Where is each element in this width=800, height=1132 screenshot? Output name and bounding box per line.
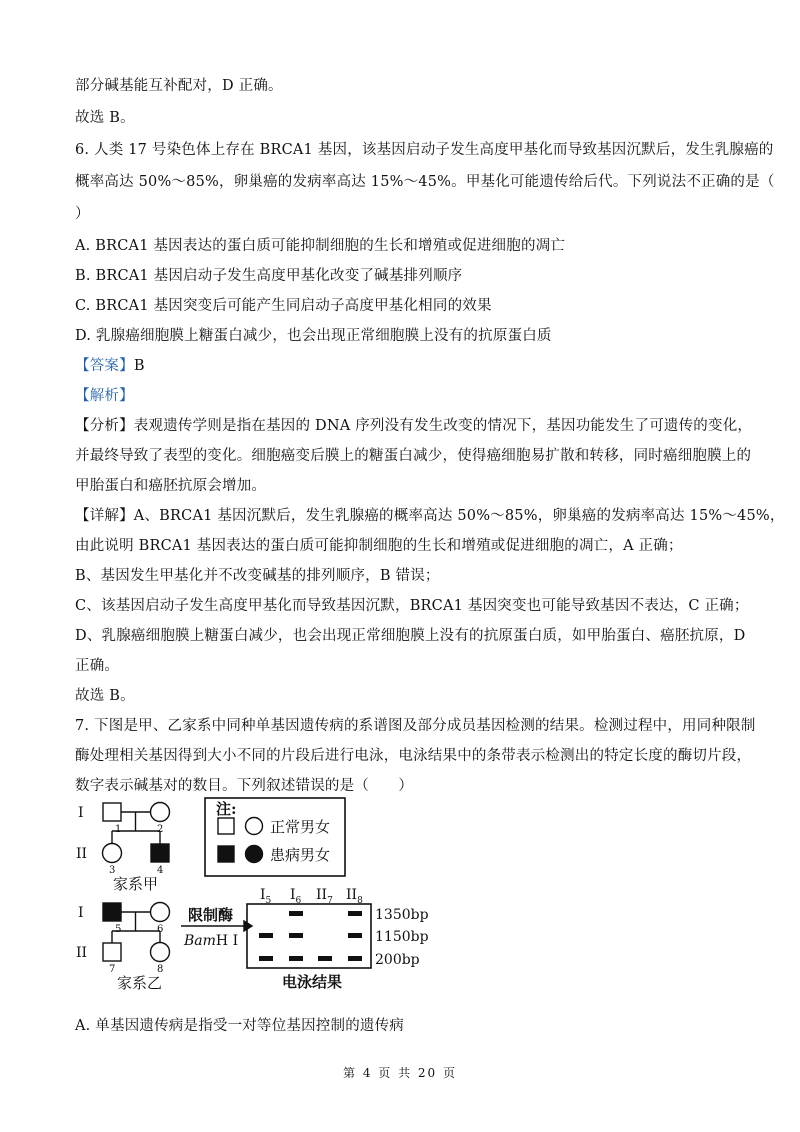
line-text: 部分碱基能互补配对，D 正确。 (75, 78, 283, 94)
individual-1-normal-male (103, 803, 121, 821)
text-line (75, 236, 565, 256)
text-line (75, 356, 145, 376)
line-text: C、该基因启动子发生高度甲基化而导致基因沉默，BRCA1 基因突变也可能导致基因不表达，C 正确； (75, 598, 749, 614)
band-I6-1350 (289, 911, 303, 916)
text-line (75, 296, 492, 316)
line-text: B、基因发生甲基化并不改变碱基的排列顺序，B 错误； (75, 568, 440, 584)
line-text: 【分析】表观遗传学则是指在基因的 DNA 序列没有发生改变的情况下，基因功能发生了可遗传的变化， (75, 418, 753, 434)
band-I5-1150 (259, 933, 273, 938)
text-line (75, 76, 283, 96)
individual-4-affected-male (151, 844, 169, 862)
text-line (75, 566, 440, 586)
generation-II-label-a: II (76, 846, 88, 862)
individual-8-normal-female (151, 943, 170, 962)
individual-6-normal-female (151, 903, 170, 922)
line-text: 甲胎蛋白和癌胚抗原会增加。 (75, 478, 267, 494)
individual-5-affected-male (103, 903, 121, 921)
text-line (75, 386, 134, 406)
generation-I-label-b: I (78, 905, 84, 921)
page-footer: 第 4 页 共 20 页 (343, 1066, 457, 1080)
text-line (75, 204, 90, 224)
text-line (75, 686, 135, 706)
generation-I-label-a: I (78, 805, 84, 821)
individual-2-normal-female (151, 803, 170, 822)
enzyme-name: BamH I (184, 933, 239, 949)
text-line (75, 108, 135, 128)
svg-text:5: 5 (115, 924, 122, 935)
line-text: D. 乳腺癌细胞膜上糖蛋白减少，也会出现正常细胞膜上没有的抗原蛋白质 (75, 328, 552, 344)
band-size-1150: 1150bp (375, 929, 429, 945)
lane-II8-label: $II_8$ (346, 887, 363, 906)
line-text: 【详解】A、BRCA1 基因沉默后，发生乳腺癌的概率高达 50%～85%，卵巢癌的发病率高达 15%～45%， (75, 508, 785, 524)
band-I6-200 (289, 956, 303, 961)
svg-text:7: 7 (109, 964, 116, 975)
line-text: 故选 B。 (75, 110, 135, 126)
line-text: 数字表示碱基对的数目。下列叙述错误的是（ ） (75, 778, 414, 794)
family-a-label: 家系甲 (113, 875, 159, 893)
individual-3-normal-female (103, 844, 122, 863)
line-text: 6. 人类 17 号染色体上存在 BRCA1 基因，该基因启动子发生高度甲基化而导致基因沉默后，发生乳腺癌的 (75, 142, 774, 158)
line-text: A. 单基因遗传病是指受一对等位基因控制的遗传病 (75, 1018, 404, 1034)
line-text: 正确。 (75, 658, 120, 674)
text-line (75, 776, 413, 796)
line-text: 并最终导致了表型的变化。细胞癌变后膜上的糖蛋白减少，使得癌细胞易扩散和转移，同时癌细胞膜上的 (75, 448, 752, 464)
line-text: 概率高达 50%～85%，卵巢癌的发病率高达 15%～45%。甲基化可能遗传给后代。下列说法不正确的是（ (75, 174, 775, 190)
text-line (75, 266, 462, 286)
gel-bands (259, 911, 362, 961)
band-II8-200 (348, 956, 362, 961)
line-text: A. BRCA1 基因表达的蛋白质可能抑制细胞的生长和增殖或促进细胞的凋亡 (75, 238, 566, 254)
text-line (75, 656, 119, 676)
svg-text:6: 6 (157, 924, 164, 935)
text-line (75, 1016, 404, 1036)
text-line (75, 416, 752, 436)
svg-text:3: 3 (109, 865, 116, 876)
gel-box (247, 904, 371, 968)
text-line (75, 172, 775, 192)
band-II7-200 (318, 956, 332, 961)
text-line (75, 140, 774, 160)
individual-7-normal-male (103, 943, 121, 961)
section-marker: 【答案】 (75, 358, 134, 374)
text-line (75, 446, 751, 466)
generation-II-label-b: II (76, 945, 88, 961)
svg-text:8: 8 (157, 964, 164, 975)
line-text: B. BRCA1 基因启动子发生高度甲基化改变了碱基排列顺序 (75, 268, 463, 284)
text-line (75, 596, 749, 616)
enzyme-label: 限制酶 (188, 906, 234, 924)
line-text: 7. 下图是甲、乙家系中同种单基因遗传病的系谱图及部分成员基因检测的结果。检测过程中，用同种限制 (75, 718, 756, 734)
text-line (75, 746, 751, 766)
band-II8-1150 (348, 933, 362, 938)
section-marker: 【解析】 (75, 388, 134, 404)
text-line (75, 476, 266, 496)
line-text: ） (75, 206, 90, 222)
line-text: D、乳腺癌细胞膜上糖蛋白减少，也会出现正常细胞膜上没有的抗原蛋白质，如甲胎蛋白、癌胚抗原，D (75, 628, 746, 644)
line-text: 故选 B。 (75, 688, 135, 704)
legend-normal-label: 正常男女 (270, 818, 331, 836)
legend-affected-label: 患病男女 (270, 846, 331, 864)
text-line (75, 506, 785, 526)
legend-box (205, 798, 345, 876)
line-text: C. BRCA1 基因突变后可能产生同启动子高度甲基化相同的效果 (75, 298, 492, 314)
svg-text:2: 2 (157, 824, 164, 835)
family-b-label: 家系乙 (117, 974, 163, 992)
band-II8-1350 (348, 911, 362, 916)
legend-title: 注: (216, 800, 237, 818)
band-I5-200 (259, 956, 273, 961)
lane-I5-label: $I_5$ (260, 887, 272, 906)
band-I6-1150 (289, 933, 303, 938)
band-size-200: 200bp (375, 952, 420, 968)
text-line (75, 536, 683, 556)
band-size-1350: 1350bp (375, 907, 429, 923)
line-text: B (133, 358, 145, 374)
lane-II7-label: $II_7$ (316, 887, 333, 906)
gel-caption: 电泳结果 (282, 973, 343, 991)
line-text: 酶处理相关基因得到大小不同的片段后进行电泳，电泳结果中的条带表示检测出的特定长度的酶切片段， (75, 748, 752, 764)
text-line (75, 626, 745, 646)
text-line (75, 326, 552, 346)
svg-text:4: 4 (157, 865, 164, 876)
text-line (75, 716, 756, 736)
lane-I6-label: $I_6$ (290, 887, 302, 906)
line-text: 由此说明 BRCA1 基因表达的蛋白质可能抑制细胞的生长和增殖或促进细胞的凋亡，A 正确； (75, 538, 683, 554)
svg-text:1: 1 (115, 824, 122, 835)
